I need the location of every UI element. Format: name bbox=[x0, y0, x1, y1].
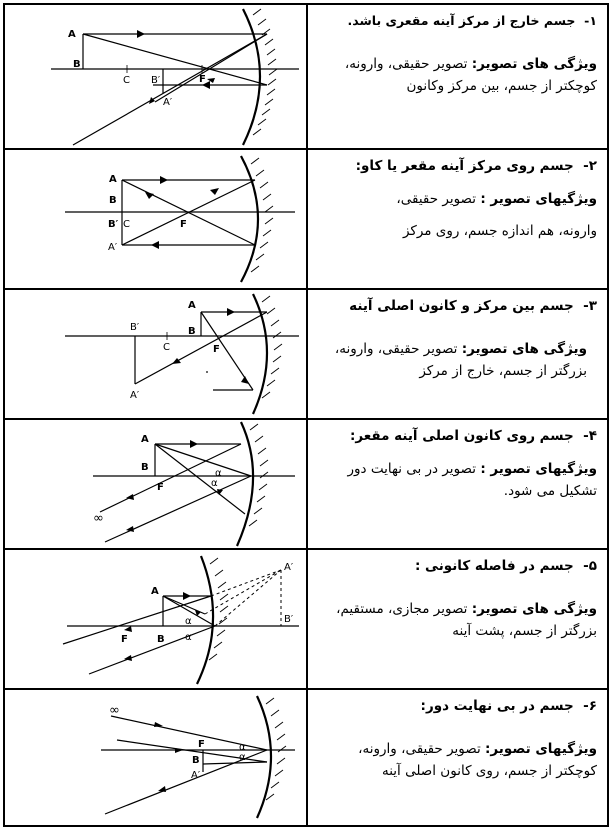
label-infinity: ∞ bbox=[93, 511, 104, 526]
label-B-prime: B′ bbox=[108, 219, 119, 230]
label-alpha-2: α bbox=[185, 632, 192, 643]
mirror-cases-table bbox=[3, 3, 609, 827]
property-label: ویژگی های تصویر: bbox=[461, 341, 587, 357]
case-number: ۲- bbox=[583, 158, 597, 174]
property-text: تصویر مجازی، مستقیم، بزرگتر از جسم، پشت آینه bbox=[336, 601, 597, 639]
property-label: ویژگیهای تصویر: bbox=[485, 741, 597, 757]
label-B: B bbox=[141, 462, 149, 473]
label-C: C bbox=[163, 342, 170, 353]
diagram-case-3 bbox=[4, 289, 307, 419]
table-row bbox=[4, 689, 608, 826]
property-label: ویژگی های تصویر: bbox=[471, 601, 597, 617]
label-C: C bbox=[123, 75, 130, 86]
label-F: F bbox=[199, 74, 206, 85]
property-text: تصویر حقیقی، وارونه، کوچکتر از جسم، روی کانون اصلی آینه bbox=[358, 741, 597, 779]
label-alpha-1: α bbox=[215, 468, 222, 479]
label-A-prime: A′ bbox=[284, 562, 294, 573]
label-B: B bbox=[188, 326, 196, 337]
property-text: تصویر در بی نهایت دور تشکیل می شود. bbox=[347, 461, 597, 499]
label-B-prime: B′ bbox=[151, 75, 161, 86]
case-number: ۳- bbox=[583, 298, 597, 314]
case-title-text: جسم در فاصله کانونی : bbox=[414, 558, 574, 574]
property-label: ویژگی های تصویر: bbox=[471, 56, 597, 72]
table-row bbox=[4, 4, 608, 149]
diagram-case-2 bbox=[4, 149, 307, 289]
label-alpha-2: α bbox=[239, 752, 246, 763]
diagram-case-5 bbox=[4, 549, 307, 689]
case-title bbox=[316, 426, 597, 446]
case-description bbox=[316, 188, 597, 210]
diagram-case-1 bbox=[4, 4, 307, 149]
label-A: A bbox=[151, 586, 159, 597]
description-case-6 bbox=[307, 689, 608, 826]
case-description bbox=[316, 53, 597, 97]
label-B-prime: B′ bbox=[130, 322, 140, 333]
label-alpha-1: α bbox=[185, 616, 192, 627]
table-row bbox=[4, 549, 608, 689]
description-case-3 bbox=[307, 289, 608, 419]
property-text: وارونه، هم اندازه جسم، روی مرکز bbox=[402, 223, 597, 239]
case-number: ۱- bbox=[584, 13, 597, 28]
case-number: ۶- bbox=[583, 698, 597, 714]
table-row bbox=[4, 149, 608, 289]
case-title bbox=[316, 11, 597, 31]
label-B-prime: B′ bbox=[284, 614, 294, 625]
table-row bbox=[4, 289, 608, 419]
label-A: A bbox=[68, 29, 76, 40]
table-row bbox=[4, 419, 608, 549]
case-description-continued bbox=[316, 220, 597, 242]
case-title bbox=[316, 296, 597, 316]
label-B: B bbox=[157, 634, 165, 645]
label-alpha-1: α bbox=[239, 742, 246, 753]
case-description bbox=[316, 338, 597, 382]
case-number: ۴- bbox=[583, 428, 597, 444]
label-A-prime: A′ bbox=[130, 390, 140, 401]
case-title-text: جسم روی مرکز آینه مقعر یا کاو: bbox=[355, 158, 574, 174]
case-title-text: جسم خارج از مرکز آینه مقعری باشد. bbox=[347, 13, 576, 28]
case-description bbox=[316, 738, 597, 782]
label-alpha-2: α bbox=[211, 478, 218, 489]
description-case-4 bbox=[307, 419, 608, 549]
case-title-text: جسم در بی نهایت دور: bbox=[420, 698, 574, 714]
label-F: F bbox=[157, 482, 164, 493]
case-title-text: جسم روی کانون اصلی آینه مقعر: bbox=[349, 428, 574, 444]
property-label: ویژگیهای تصویر : bbox=[480, 191, 597, 207]
label-A-prime: A′ bbox=[108, 242, 118, 253]
property-text: تصویر حقیقی، bbox=[396, 191, 477, 207]
case-title bbox=[316, 156, 597, 176]
label-F: F bbox=[121, 634, 128, 645]
case-description bbox=[316, 458, 597, 502]
label-F: F bbox=[180, 219, 187, 230]
case-description bbox=[316, 598, 597, 642]
label-C: C bbox=[123, 219, 130, 230]
description-case-2 bbox=[307, 149, 608, 289]
label-B: B bbox=[73, 59, 81, 70]
case-title bbox=[316, 556, 597, 576]
label-A-prime: A′ bbox=[163, 97, 173, 108]
label-A: A bbox=[109, 174, 117, 185]
label-A-prime: A′ bbox=[191, 770, 201, 781]
property-text: تصویر حقیقی، وارونه، بزرگتر از جسم، خارج از مرکز bbox=[334, 341, 587, 379]
case-number: ۵- bbox=[583, 558, 597, 574]
description-case-1 bbox=[307, 4, 608, 149]
property-text: تصویر حقیقی، وارونه، کوچکتر از جسم، بین مرکز وکانون bbox=[344, 56, 597, 94]
case-title-text: جسم بین مرکز و کانون اصلی آینه bbox=[349, 298, 574, 314]
label-B: B bbox=[192, 755, 200, 766]
label-F: F bbox=[213, 344, 220, 355]
case-title bbox=[316, 696, 597, 716]
description-case-5 bbox=[307, 549, 608, 689]
label-A: A bbox=[141, 434, 149, 445]
property-label: ویژگیهای تصویر : bbox=[480, 461, 597, 477]
diagram-case-6 bbox=[4, 689, 307, 826]
label-B: B bbox=[109, 195, 117, 206]
label-F: F bbox=[198, 739, 205, 750]
label-A: A bbox=[188, 300, 196, 311]
label-infinity: ∞ bbox=[109, 703, 120, 718]
diagram-case-4 bbox=[4, 419, 307, 549]
